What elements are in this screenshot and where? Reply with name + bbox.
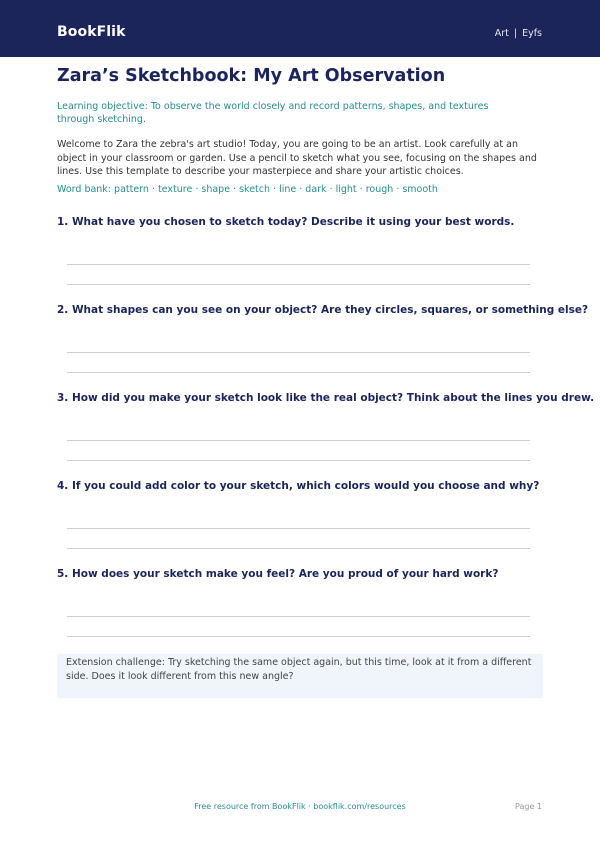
intro-paragraph: Welcome to Zara the zebra's art studio! Today, you are going to be an artist. Look carefully at an object in your classroom or garden. Use a pencil to sketch what you see, focusing on the shapes and lines. Use this template to describe your masterpiece and share your artistic choices. <box>57 139 537 177</box>
answer-line[interactable] <box>67 460 530 461</box>
header-meta <box>495 28 542 39</box>
answer-line[interactable] <box>67 284 530 285</box>
answer-line[interactable] <box>67 372 530 373</box>
subject-label: Art <box>494 28 509 39</box>
meta-separator: | <box>513 28 518 39</box>
page-title: Zara’s Sketchbook: My Art Observation <box>57 66 446 86</box>
answer-line[interactable] <box>67 264 530 265</box>
answer-line[interactable] <box>67 636 530 637</box>
answer-line[interactable] <box>67 548 530 549</box>
footer-credit[interactable]: Free resource from BookFlik · bookflik.com/resources <box>194 802 406 811</box>
learning-objective: Learning objective: To observe the world closely and record patterns, shapes, and textures through sketching. <box>57 101 489 125</box>
question-3 <box>57 392 595 404</box>
question-text: 1. What have you chosen to sketch today? Describe it using your best words. <box>57 216 515 228</box>
extension-text: Extension challenge: Try sketching the same object again, but this time, look at it from a different side. Does it look different from this new angle? <box>66 657 532 682</box>
answer-line[interactable] <box>67 440 530 441</box>
question-5 <box>57 568 543 580</box>
extension-challenge <box>57 654 543 698</box>
question-text: 3. How did you make your sketch look like the real object? Think about the lines you drew. <box>57 392 595 404</box>
answer-line[interactable] <box>67 528 530 529</box>
question-1 <box>57 216 543 228</box>
question-text: 2. What shapes can you see on your object? Are they circles, squares, or something else? <box>57 304 589 316</box>
page-number: Page 1 <box>515 802 542 811</box>
brand-logo[interactable]: BookFlik <box>57 24 126 40</box>
question-2 <box>57 304 589 316</box>
level-label: Eyfs <box>522 28 542 39</box>
question-text: 5. How does your sketch make you feel? Are you proud of your hard work? <box>57 568 499 580</box>
question-text: 4. If you could add color to your sketch, which colors would you choose and why? <box>57 480 540 492</box>
answer-line[interactable] <box>67 616 530 617</box>
question-4 <box>57 480 543 492</box>
header-bar <box>0 0 600 57</box>
answer-line[interactable] <box>67 352 530 353</box>
word-bank: Word bank: pattern · texture · shape · sketch · line · dark · light · rough · smooth <box>57 184 438 195</box>
